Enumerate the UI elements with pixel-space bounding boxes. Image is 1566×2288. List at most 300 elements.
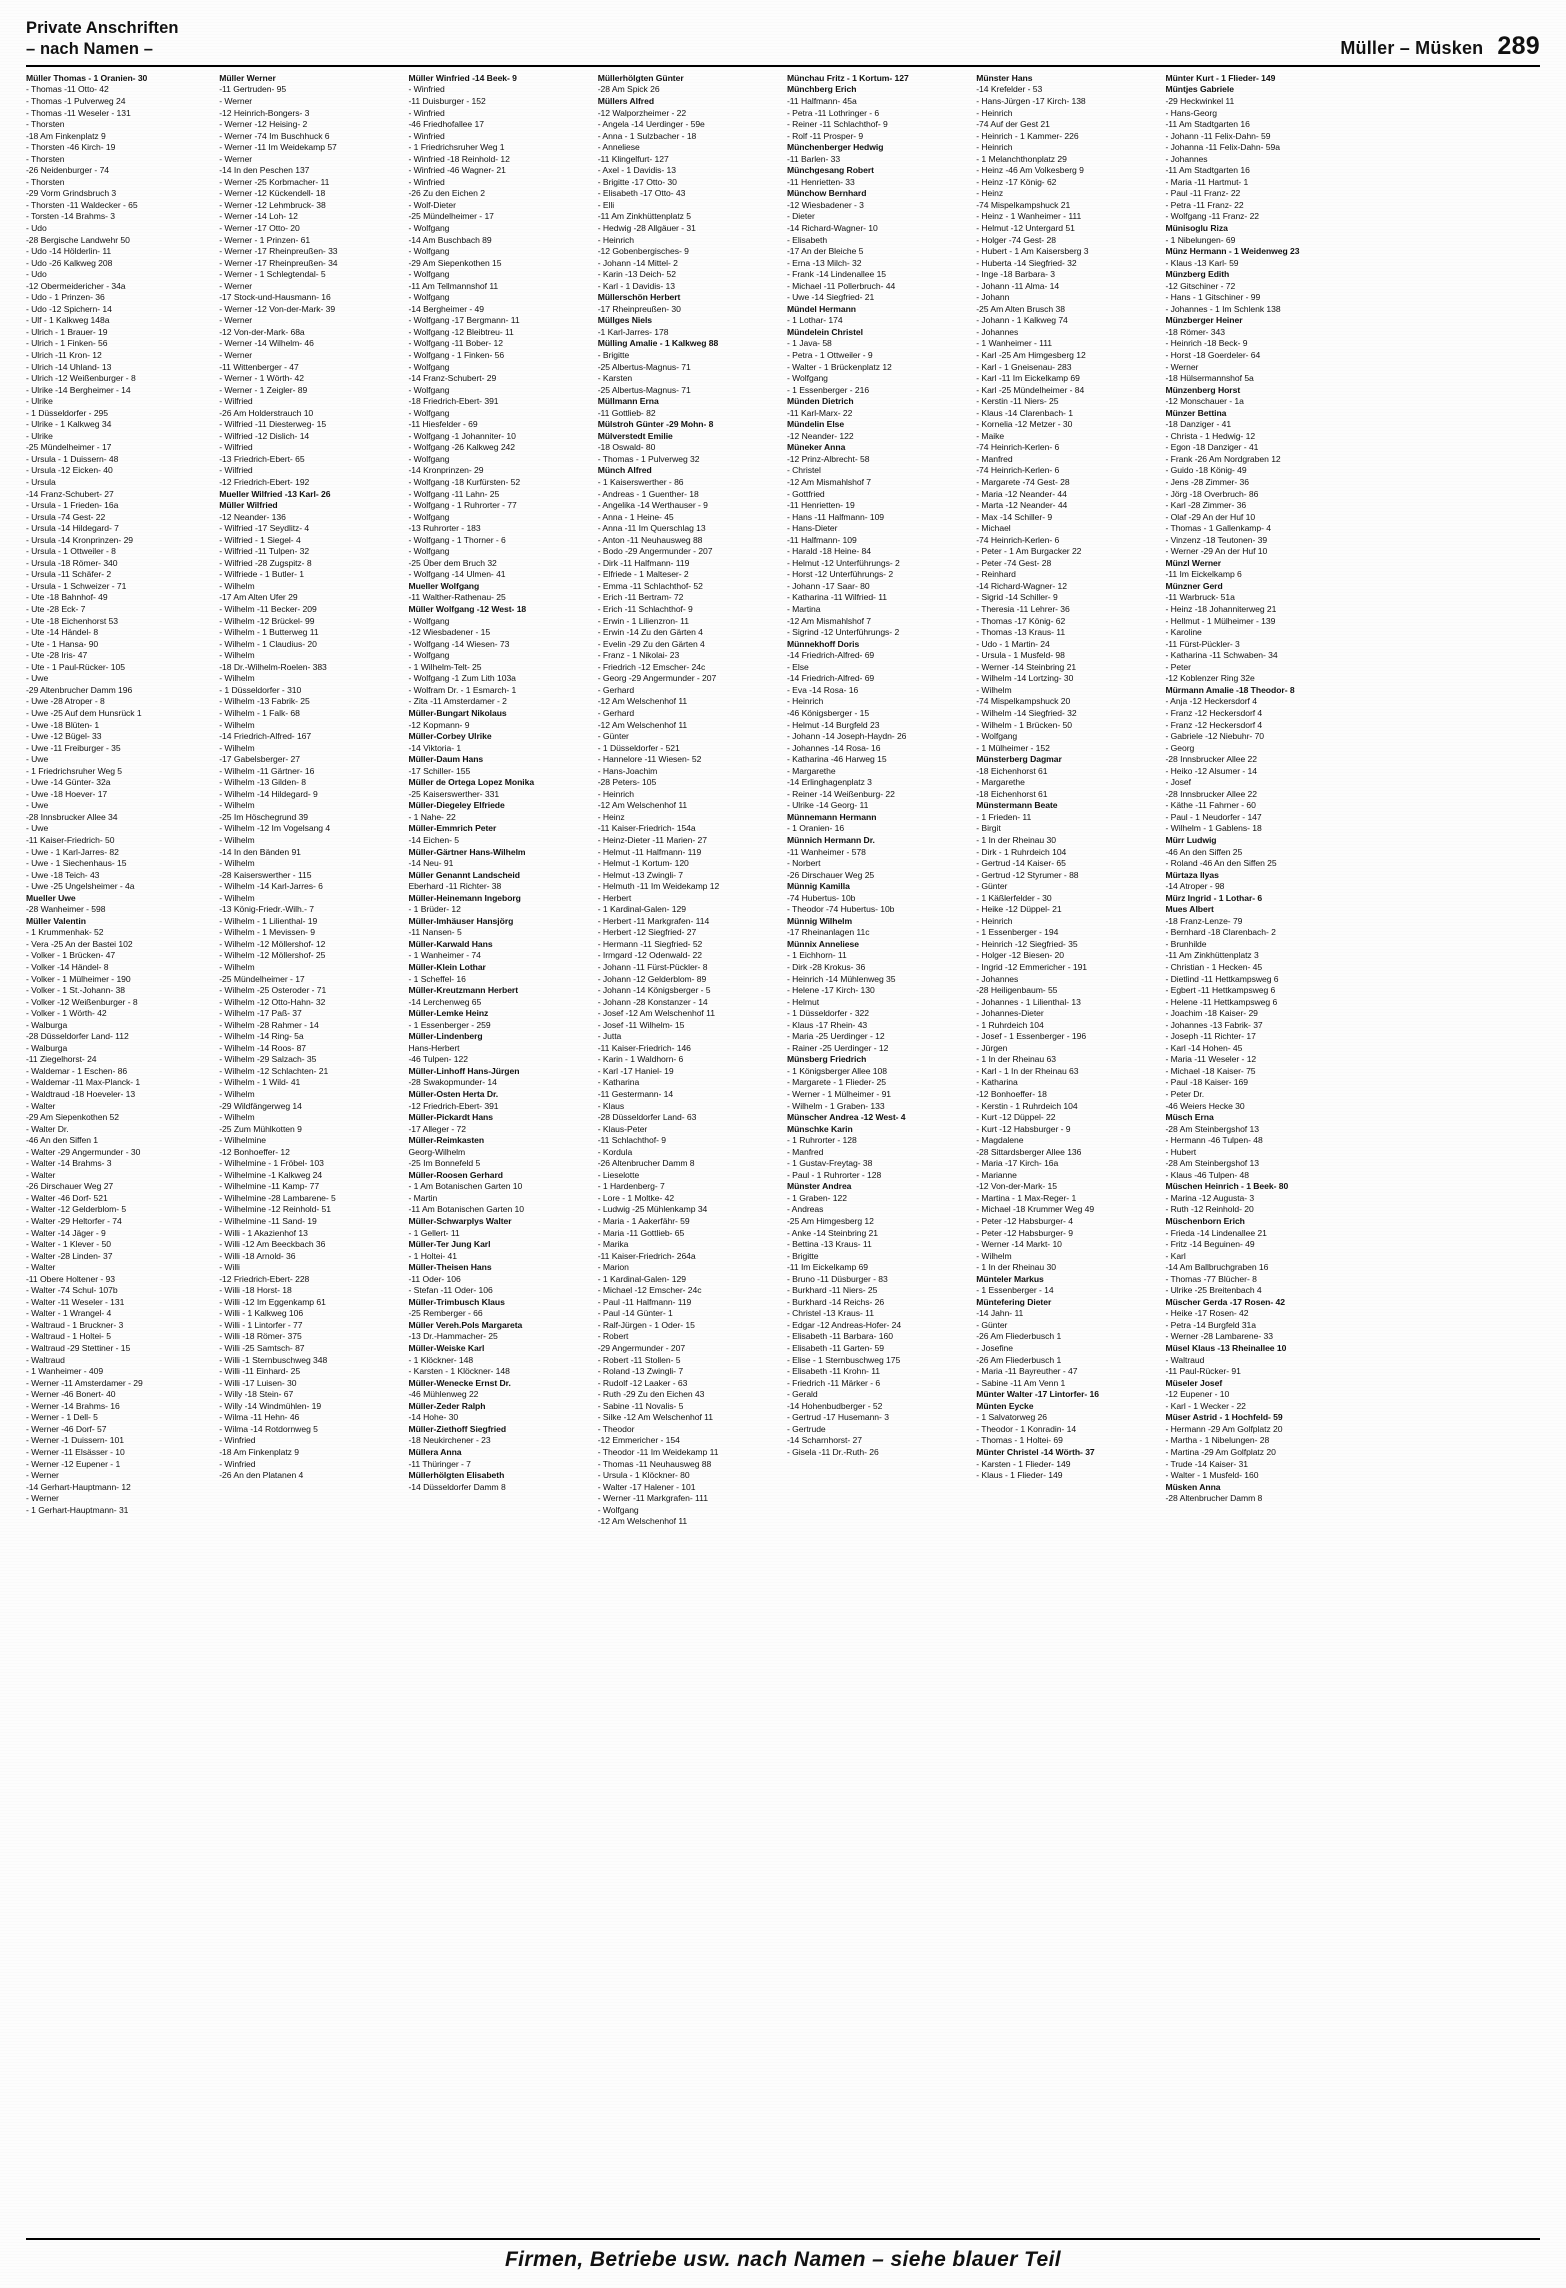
directory-entry-line: - Martina [787, 604, 821, 615]
directory-entry-line: - Helmut -1 Kortum- 120 [597, 858, 689, 869]
directory-entry-line: -46 An den Siffen 1 [26, 1135, 98, 1146]
directory-entry-line: - Winfried [408, 84, 445, 95]
directory-entry-line: - Willi [219, 1262, 240, 1273]
directory-entry-line: - Karsten - 1 Klöckner- 148 [408, 1366, 510, 1377]
directory-entry-line: - Wolfgang - 1 Thorner - 6 [408, 534, 506, 545]
directory-entry-name: Münten Eycke [976, 1400, 1034, 1411]
directory-entry-line: - 1 Friedrichsruher Weg 1 [408, 142, 505, 153]
directory-entry-line: -28 Bergische Landwehr 50 [26, 234, 130, 245]
directory-entry-line: -12 Gobenbergisches- 9 [597, 246, 689, 257]
directory-entry-line: - Wilhelmine -28 Lambarene- 5 [219, 1192, 336, 1203]
directory-entry-name: Müller-Diegeley Elfriede [408, 800, 505, 811]
directory-entry-name: Münscher Andrea -12 West- 4 [787, 1112, 906, 1123]
directory-entry-line: - Wilhelm -14 Hildegard- 9 [219, 788, 318, 799]
directory-entry-line: - Thomas -17 König- 62 [976, 615, 1066, 626]
directory-entry-line: - Heinrich [976, 107, 1013, 118]
directory-entry-line: - Wilhelm -25 Osteroder - 71 [219, 985, 327, 996]
directory-entry-line: - Herbert [597, 892, 632, 903]
directory-entry-line: -25 Mündelheimer - 17 [408, 211, 494, 222]
directory-entry-line: - Wilhelm - 1 Mevissen- 9 [219, 927, 315, 938]
directory-entry-line: -46 Königsberger - 15 [787, 707, 870, 718]
directory-entry-line: - Herbert -12 Siegfried- 27 [597, 927, 697, 938]
directory-entry-line: -11 Kaiser-Friedrich- 146 [597, 1042, 691, 1053]
directory-entry-line: - Sigrind -12 Unterführungs- 2 [787, 627, 900, 638]
page-header-right [1340, 32, 1540, 61]
directory-entry-line: - Wilhelm [219, 961, 255, 972]
directory-entry-line: - Werner -28 Lambarene- 33 [1165, 1331, 1273, 1342]
directory-entry-line: - Werner [219, 153, 253, 164]
directory-entry-line: -14 Bergheimer - 49 [408, 303, 484, 314]
directory-entry-line: -29 Wildfängerweg 14 [219, 1100, 302, 1111]
directory-entry-line: - Karl -25 Am Himgesberg 12 [976, 350, 1086, 360]
directory-entry-line: - Brigitte [787, 1250, 819, 1261]
directory-entry-line: -14 Jahn- 11 [976, 1308, 1024, 1319]
directory-entry-line: - Uwe -18 Teich- 43 [26, 869, 100, 880]
directory-entry-line: - Wolfgang [976, 731, 1018, 742]
directory-entry-line: - Werner -14 Brahms- 16 [26, 1400, 120, 1411]
directory-entry-line: - Walter -14 Brahms- 3 [26, 1158, 112, 1169]
directory-entry-line: -28 Swakopmunder- 14 [408, 1077, 497, 1088]
directory-entry-line: -26 Am Fliederbusch 1 [976, 1354, 1062, 1365]
directory-entry-line: -29 Vorm Grindsbruch 3 [26, 188, 117, 199]
directory-entry-line: - Heinrich - 1 Kammer- 226 [976, 130, 1079, 141]
directory-entry-line: - Werner -14 Wilhelm- 46 [219, 338, 314, 349]
directory-entry-line: - Hans - 1 Gitschiner - 99 [1165, 292, 1261, 303]
directory-entry-line: - Wilfried [219, 465, 253, 476]
directory-entry-line: -11 Halfmann- 45a [787, 95, 857, 106]
directory-entry-line: - Heike -17 Rosen- 42 [1165, 1308, 1249, 1319]
directory-entry-line: -11 Ziegelhorst- 24 [26, 1054, 97, 1065]
directory-entry-line: - Kurt -12 Düppel- 22 [976, 1112, 1056, 1123]
directory-entry-name: Müller-Osten Herta Dr. [408, 1089, 499, 1099]
directory-entry-line: - Guido -18 König- 49 [1165, 465, 1247, 476]
directory-entry-name: Münster Hans [976, 72, 1033, 83]
directory-entry-name: Müller-Reimkasten [408, 1135, 485, 1146]
page-header-title-line1: Private Anschriften [26, 19, 179, 37]
directory-entry-line: - Johann -17 Saar- 80 [787, 580, 870, 591]
directory-entry-name: Münzl Werner [1165, 557, 1222, 568]
directory-entry-line: -11 Am Stadtgarten 16 [1165, 119, 1250, 130]
directory-entry-line: - 1 Oranien- 16 [787, 823, 845, 834]
directory-entry-line: -28 Innsbrucker Allee 22 [1165, 788, 1257, 799]
directory-entry-name: Münnig Kamilla [787, 881, 850, 892]
directory-entry-name: Müller-Theisen Hans [408, 1262, 492, 1273]
directory-entry-line: -26 Dirschauer Weg 25 [787, 869, 875, 880]
directory-entry-name: Münnekhoff Doris [787, 638, 860, 649]
directory-entry-line: -25 Im Höschegrund 39 [219, 811, 309, 822]
directory-entry-line: - 1 Salvatorweg 26 [976, 1412, 1048, 1423]
directory-entry-line: - Werner -12 Lehmbruck- 38 [219, 199, 326, 210]
directory-entry-line: -28 Peters- 105 [597, 777, 657, 788]
directory-entry-line: -11 Henrietten- 33 [787, 176, 855, 187]
directory-entry-line: -14 Atroper - 98 [1165, 881, 1225, 892]
directory-entry-line: - Werner - 1 Zeigler- 89 [219, 384, 308, 395]
directory-entry-line: - Wilhelm - 1 Wild- 41 [219, 1077, 301, 1088]
directory-entry-line: - Willy -18 Stein- 67 [219, 1389, 294, 1400]
directory-entry-line: - Kerstin - 1 Ruhrdeich 104 [976, 1100, 1078, 1111]
directory-entry-line: - Ursula - 1 Duissern- 48 [26, 453, 119, 464]
directory-entry-line: -74 Mispelkampshuck 21 [976, 199, 1071, 210]
directory-entry-line: - Willi -12 Am Beeckbach 36 [219, 1239, 326, 1250]
directory-entry-line: -74 Heinrich-Kerlen- 6 [976, 465, 1060, 476]
directory-entry-line: - Peter -74 Gest- 28 [976, 557, 1052, 568]
directory-entry-line: - Wilhelm -29 Salzach- 35 [219, 1054, 317, 1065]
directory-entry-line: - Georg -29 Angermunder - 207 [597, 673, 717, 684]
directory-entry-name: Müscher Gerda -17 Rosen- 42 [1165, 1296, 1285, 1307]
directory-entry-name: Müllerschön Herbert [597, 292, 681, 303]
page-footer: Firmen, Betriebe usw. nach Namen – siehe blauer Teil [26, 2238, 1540, 2272]
directory-entry-line: - 1 Düsseldorfer - 322 [787, 1008, 870, 1019]
directory-entry-line: - Reinhard [976, 569, 1016, 580]
directory-entry-line: - Ulrich -14 Uhland- 13 [26, 361, 112, 372]
directory-entry-line: - Johannes -14 Rosa- 16 [787, 742, 881, 753]
column-7 [1162, 73, 1351, 2203]
directory-entry-line: -12 Friedrich-Ebert- 192 [219, 477, 310, 488]
directory-entry-line: -26 Zu den Eichen 2 [408, 188, 485, 199]
directory-entry-line: - Wolfram Dr. - 1 Esmarch- 1 [408, 684, 517, 695]
directory-entry-line: - Wilma -11 Hehn- 46 [219, 1412, 300, 1423]
directory-entry-line: - Wilhelm -12 Schlachten- 21 [219, 1065, 329, 1076]
directory-entry-line: - Werner -46 Dorf- 57 [26, 1423, 107, 1434]
directory-entry-line: - Bettina -13 Kraus- 11 [787, 1239, 872, 1250]
directory-entry-line: - Wilhelm - 1 Gablens- 18 [1165, 823, 1262, 834]
directory-entry-line: - Wilhelm [219, 580, 255, 591]
directory-entry-line: - Udo -12 Spichern- 14 [26, 303, 112, 314]
directory-entry-line: -11 Nansen- 5 [408, 927, 462, 938]
directory-entry-name: Müller-Linhoff Hans-Jürgen [408, 1065, 520, 1076]
directory-entry-name: Müschenborn Erich [1165, 1216, 1245, 1227]
directory-entry-line: - Elisabeth [787, 234, 828, 245]
directory-entry-line: - Maria -12 Neander- 44 [976, 488, 1067, 499]
directory-entry-line: - Irmgard -12 Odenwald- 22 [597, 950, 703, 961]
directory-entry-line: - Johannes [1165, 153, 1208, 164]
directory-entry-line: - Heinz [976, 188, 1004, 199]
directory-entry-line: - Wilfried -17 Seydlitz- 4 [219, 523, 310, 534]
directory-entry-line: - Birgit [976, 823, 1001, 834]
directory-entry-line: - Wolfgang [408, 511, 450, 522]
directory-entry-line: - 1 Gellert- 11 [408, 1227, 460, 1238]
directory-entry-line: - Sabine -11 Novalis- 5 [597, 1400, 684, 1411]
directory-entry-line: -74 Auf der Gest 21 [976, 119, 1050, 130]
directory-entry-line: - Reiner -11 Schlachthof- 9 [787, 119, 888, 130]
directory-entry-line: - Volker - 1 Brücken- 47 [26, 950, 116, 961]
directory-entry-line: - Ulrike - 1 Kalkweg 34 [26, 419, 112, 430]
directory-entry-line: -12 Eupener - 10 [1165, 1389, 1230, 1400]
directory-entry-line: - Joachim -18 Kaiser- 29 [1165, 1008, 1258, 1019]
directory-entry-line: - Ruth -29 Zu den Eichen 43 [597, 1389, 705, 1400]
directory-entry-line: -46 Tulpen- 122 [408, 1054, 468, 1065]
directory-entry-line: - Winfried -46 Wagner- 21 [408, 165, 506, 176]
directory-entry-line: - Helmut [787, 996, 820, 1007]
directory-entry-line: -12 Wiesbadener - 3 [787, 199, 864, 210]
directory-entry-line: - Günter [976, 881, 1008, 892]
directory-entry-line: - Waldemar - 1 Eschen- 86 [26, 1065, 128, 1076]
directory-entry-name: Münter Kurt - 1 Flieder- 149 [1165, 72, 1276, 83]
directory-entry-line: - Gerhard [597, 684, 635, 695]
directory-entry-line: - Wilhelm -11 Becker- 209 [219, 604, 317, 615]
directory-entry-line: -11 Fürst-Pückler- 3 [1165, 638, 1240, 649]
directory-entry-line: -25 Im Bonnefeld 5 [408, 1158, 481, 1169]
directory-entry-line: -12 Neander- 136 [219, 511, 286, 522]
directory-entry-line: - 1 Frieden- 11 [976, 811, 1032, 822]
column-3 [405, 73, 594, 2203]
directory-entry-line: - Wilfried [219, 396, 253, 407]
directory-entry-line: - Ulrike -25 Breitenbach 4 [1165, 1285, 1262, 1296]
directory-entry-name: Münchberg Erich [787, 84, 857, 95]
directory-entry-line: - Roland -13 Zwingli- 7 [597, 1366, 684, 1377]
directory-entry-line: - 1 Kardinal-Galen- 129 [597, 904, 686, 915]
directory-entry-line: - Helmut -13 Zwingli- 7 [597, 869, 684, 880]
directory-entry-line: - Rudolf -12 Laaker - 63 [597, 1377, 688, 1388]
directory-entry-line: -13 König-Friedr.-Wilh.- 7 [219, 904, 314, 915]
directory-entry-line: - 1 Wanheimer - 409 [26, 1366, 104, 1377]
directory-entry-line: - Karl [1165, 1250, 1186, 1261]
directory-entry-line: - Helmut -11 Halfmann- 119 [597, 846, 702, 857]
directory-entry-line: - Josef [1165, 777, 1191, 788]
directory-entry-line: - Dietlind -11 Hettkampsweg 6 [1165, 973, 1279, 984]
directory-entry-line: - Elisabeth -11 Barbara- 160 [787, 1331, 893, 1342]
directory-entry-line: - Bruno -11 Düsburger - 83 [787, 1273, 888, 1284]
directory-entry-line: - Ute - 1 Hansa- 90 [26, 638, 99, 649]
directory-entry-line: -14 Scharnhorst- 27 [787, 1435, 863, 1446]
directory-entry-line: - Waldemar -11 Max-Planck- 1 [26, 1077, 141, 1088]
directory-entry-line: - Werner -12 Heising- 2 [219, 119, 308, 130]
directory-entry-line: - Margarete -74 Gest- 28 [976, 477, 1070, 488]
directory-entry-line: - Vera -25 An der Bastei 102 [26, 938, 133, 949]
directory-entry-name: Müller-Ziethoff Siegfried [408, 1423, 507, 1434]
directory-columns [26, 73, 1540, 2203]
directory-entry-name: Münden Dietrich [787, 396, 854, 407]
directory-entry-line: - Christian - 1 Hecken- 45 [1165, 961, 1263, 972]
directory-entry-line: -25 Mündelheimer - 17 [26, 442, 112, 453]
directory-entry-line: -26 Altenbrucher Damm 8 [597, 1158, 695, 1169]
directory-entry-line: -12 Prinz-Albrecht- 58 [787, 453, 870, 464]
directory-entry-line: - Wilhelmine -12 Reinhold- 51 [219, 1204, 332, 1215]
directory-entry-line: - Hannelore -11 Wiesen- 52 [597, 754, 702, 765]
directory-entry-line: -28 Sittardsberger Allee 136 [976, 1146, 1082, 1157]
column-2 [215, 73, 404, 2203]
directory-entry-name: Münzenberg Horst [1165, 384, 1241, 395]
directory-entry-line: - Karsten - 1 Flieder- 149 [976, 1458, 1071, 1469]
directory-entry-line: - Egbert -11 Hettkampsweg 6 [1165, 985, 1276, 996]
directory-entry-line: - Thorsten -11 Waldecker - 65 [26, 199, 138, 210]
directory-entry-line: - Wolfgang [408, 407, 450, 418]
directory-entry-line: - 1 Wanheimer - 74 [408, 950, 481, 961]
directory-entry-line: - Wolf-Dieter [408, 199, 456, 210]
directory-entry-line: - 1 Klöckner- 148 [408, 1354, 474, 1365]
directory-entry-line: - Robert [597, 1331, 629, 1342]
directory-entry-line: - Helmut -14 Burgfeld 23 [787, 719, 880, 730]
directory-entry-line: - Werner -11 Amsterdamer - 29 [26, 1377, 143, 1388]
directory-entry-line: -14 Düsseldorfer Damm 8 [408, 1481, 506, 1492]
directory-entry-line: - Ulrike -14 Bergheimer - 14 [26, 384, 131, 395]
directory-entry-line: - Hans-Georg [1165, 107, 1217, 118]
directory-entry-line: -14 Hohenbudberger - 52 [787, 1400, 883, 1411]
directory-entry-line: - Walter - 1 Brückenplatz 12 [787, 361, 892, 372]
directory-entry-line: -25 Remberger - 66 [408, 1308, 483, 1319]
directory-entry-name: Mues Albert [1165, 904, 1214, 915]
directory-entry-line: - Heinz - 1 Wanheimer - 111 [976, 211, 1082, 222]
directory-entry-line: - Rainer -25 Uerdinger - 12 [787, 1042, 889, 1053]
column-4 [594, 73, 783, 2203]
directory-entry-name: Mülverstedt Emilie [597, 430, 673, 441]
directory-entry-line: - Katharina [976, 1077, 1018, 1088]
directory-entry-line: - Johannes [976, 973, 1019, 984]
directory-entry-line: - Peter -12 Habsburger- 4 [976, 1216, 1073, 1227]
directory-entry-line: - Michael -11 Pollerbruch- 44 [787, 280, 896, 291]
directory-entry-line: - Eva -14 Rosa- 16 [787, 684, 859, 695]
directory-entry-line: - Evelin -29 Zu den Gärten 4 [597, 638, 705, 649]
directory-entry-name: Münnig Wilhelm [787, 915, 853, 926]
directory-entry-line: - Johannes-Dieter [976, 1008, 1044, 1019]
directory-entry-line: - Wilhelm - 1 Lilienthal- 19 [219, 915, 318, 926]
column-8 [1351, 73, 1540, 2203]
directory-entry-line: - Uwe [26, 673, 49, 684]
directory-entry-line: - Werner [219, 350, 253, 360]
directory-entry-line: - Helmut -12 Unterführungs- 2 [787, 557, 900, 568]
directory-entry-line: -18 Am Finkenplatz 9 [26, 130, 106, 141]
directory-entry-line: - Hermann -46 Tulpen- 48 [1165, 1135, 1263, 1146]
directory-entry-line: -46 An den Siffen 25 [1165, 846, 1243, 857]
directory-entry-name: Münzberger Heiner [1165, 315, 1243, 326]
directory-entry-line: - 1 Düsseldorfer - 310 [219, 684, 302, 695]
directory-entry-line: - Emma -11 Schlachthof- 52 [597, 580, 703, 591]
directory-entry-line: - Dirk -28 Krokus- 36 [787, 961, 866, 972]
directory-entry-line: - Wilhelm [219, 858, 255, 869]
directory-entry-line: - Ralf-Jürgen - 1 Oder- 15 [597, 1319, 695, 1330]
directory-entry-line: - Udo - 1 Martin- 24 [976, 638, 1050, 649]
directory-entry-line: - Angela -14 Uerdinger - 59e [597, 119, 705, 130]
directory-entry-line: - Gisela -11 Dr.-Ruth- 26 [787, 1446, 879, 1457]
directory-entry-line: - Paul - 1 Neudorfer - 147 [1165, 811, 1262, 822]
directory-entry-line: -14 Am Buschbach 89 [408, 234, 492, 245]
directory-entry-line: - Karl -14 Hohen- 45 [1165, 1042, 1243, 1053]
directory-entry-line: -11 Am Botanischen Garten 10 [408, 1204, 524, 1215]
directory-entry-line: -12 Von-der-Mark- 68a [219, 326, 305, 337]
directory-entry-line: - Udo [26, 269, 47, 280]
directory-entry-line: - Heiko -12 Alsumer - 14 [1165, 765, 1257, 776]
directory-entry-line: - Wilhelm -14 Siegfried- 32 [976, 707, 1077, 718]
directory-entry-line: - Maria -11 Bayreuther - 47 [976, 1366, 1078, 1377]
directory-entry-line: -14 Richard-Wagner- 12 [976, 580, 1068, 591]
directory-entry-line: - Karoline [1165, 627, 1202, 638]
directory-entry-line: - Paul -11 Franz- 22 [1165, 188, 1241, 199]
directory-entry-name: Müllerhölgten Elisabeth [408, 1470, 505, 1481]
directory-entry-line: - 1 Wilhelm-Telt- 25 [408, 661, 482, 672]
directory-entry-name: Müller-Zeder Ralph [408, 1400, 486, 1411]
directory-entry-line: - Ute -28 Eck- 7 [26, 604, 86, 615]
page-name-range: Müller – Müsken [1340, 37, 1484, 58]
directory-entry-line: - Uwe -25 Auf dem Hunsrück 1 [26, 707, 142, 718]
directory-entry-line: - Manfred [787, 1146, 824, 1157]
directory-entry-line: - Winfried [408, 107, 445, 118]
directory-entry-line: - Wilhelmine [219, 1135, 266, 1146]
directory-entry-line: -11 Kaiser-Friedrich- 264a [597, 1250, 696, 1261]
directory-entry-line: - Holger -12 Biesen- 20 [976, 950, 1064, 961]
directory-entry-line: - Werner - 1 Prinzen- 61 [219, 234, 311, 245]
directory-entry-line: - Uwe -14 Günter- 32a [26, 777, 111, 788]
directory-entry-line: - Walter -17 Halener - 101 [597, 1481, 696, 1492]
directory-entry-line: - Martin [408, 1192, 438, 1203]
directory-entry-line: - Werner -12 Kückendell- 18 [219, 188, 326, 199]
directory-entry-line: -12 Am Welschenhof 11 [597, 696, 688, 707]
directory-entry-line: -25 Am Alten Brusch 38 [976, 303, 1065, 314]
directory-entry-line: - Udo - 1 Prinzen- 36 [26, 292, 105, 303]
directory-entry-line: - Werner -25 Korbmacher- 11 [219, 176, 330, 187]
directory-entry-line: - Brunhilde [1165, 938, 1207, 949]
directory-entry-line: - Kordula [597, 1146, 633, 1157]
directory-entry-line: - Ulrike [26, 430, 53, 441]
directory-entry-name: Mürtaza Ilyas [1165, 869, 1219, 880]
directory-entry-line: - Wilhelm -14 Ring- 5a [219, 1031, 304, 1042]
directory-entry-line: - Ursula -14 Kronprinzen- 29 [26, 534, 134, 545]
directory-entry-line: - Josef -12 Am Welschenhof 11 [597, 1008, 715, 1019]
directory-entry-name: Münnix Anneliese [787, 938, 859, 949]
directory-entry-line: - Walburga [26, 1019, 68, 1030]
directory-entry-line: - Ulrich - 1 Brauer- 19 [26, 326, 108, 337]
directory-entry-line: - Wilhelm -12 Im Vogelsang 4 [219, 823, 331, 834]
directory-entry-line: -74 Hubertus- 10b [787, 892, 856, 903]
directory-entry-name: Müller Werner [219, 72, 276, 83]
column-1 [26, 73, 215, 2203]
directory-entry-name: Münchow Bernhard [787, 188, 867, 199]
directory-entry-line: - Johannes - 1 Lilienthal- 13 [976, 996, 1081, 1007]
directory-entry-line: - Wilfried [219, 442, 253, 453]
directory-entry-line: - Elisabeth -11 Krohn- 11 [787, 1366, 881, 1377]
directory-entry-line: - Volker -14 Händel- 8 [26, 961, 109, 972]
directory-entry-line: - Sabine -11 Am Venn 1 [976, 1377, 1066, 1388]
directory-entry-line: - Wilhelmine -11 Sand- 19 [219, 1216, 317, 1227]
directory-entry-line: - Käthe -11 Fahrner - 60 [1165, 800, 1256, 811]
directory-entry-line: -11 Thüringer - 7 [408, 1458, 471, 1469]
directory-entry-line: - Hermann -11 Siegfried- 52 [597, 938, 703, 949]
directory-entry-line: - Karl - 1 Wecker - 22 [1165, 1400, 1246, 1411]
directory-entry-line: - Ulrich - 1 Finken- 56 [26, 338, 108, 349]
directory-entry-name: Müller-Heinemann Ingeborg [408, 892, 521, 903]
directory-entry-name: Müllmann Erna [597, 396, 659, 407]
directory-entry-name: Müller Winfried -14 Beek- 9 [408, 72, 517, 83]
directory-entry-line: - Johann [976, 292, 1010, 303]
directory-entry-line: - Dieter [787, 211, 815, 222]
directory-entry-line: - Willi -1 Sternbuschweg 348 [219, 1354, 328, 1365]
directory-entry-line: - Walter -14 Jäger - 9 [26, 1227, 106, 1238]
directory-entry-line: -18 Oswald- 80 [597, 442, 656, 453]
directory-entry-line: -12 Kopmann- 9 [408, 719, 470, 730]
directory-entry-line: - Ursula - 1 Ottweiler - 8 [26, 546, 116, 557]
directory-entry-name: Münnemann Hermann [787, 811, 877, 822]
directory-entry-line: - Hedwig -28 Allgäuer - 31 [597, 222, 696, 233]
directory-entry-name: Mueller Wilfried -13 Karl- 26 [219, 488, 331, 499]
directory-entry-line: -11 Karl-Marx- 22 [787, 407, 853, 418]
directory-entry-line: -11 Im Eickelkamp 6 [1165, 569, 1242, 580]
directory-entry-line: - Volker -12 Weißenburger - 8 [26, 996, 138, 1007]
directory-entry-line: - Wilhelm -14 Lortzing- 30 [976, 673, 1074, 684]
directory-entry-line: - Peter Dr. [1165, 1089, 1205, 1099]
directory-entry-line: - Brigitte [597, 350, 630, 360]
directory-entry-line: -11 Warbruck- 51a [1165, 592, 1235, 603]
directory-entry-line: -11 Kaiser-Friedrich- 50 [26, 834, 115, 845]
directory-entry-line: - Thomas -11 Neuhausweg 88 [597, 1458, 712, 1469]
directory-entry-line: -12 Friedrich-Ebert- 391 [408, 1100, 499, 1111]
directory-entry-line: -13 Ruhrorter - 183 [408, 523, 481, 534]
directory-entry-line: - Walter -46 Dorf- 521 [26, 1192, 108, 1203]
column-5 [783, 73, 972, 2203]
directory-entry-line: - Thomas -13 Kraus- 11 [976, 627, 1066, 638]
directory-entry-line: - Karl -17 Haniel- 19 [597, 1065, 674, 1076]
directory-entry-line: - Walter - 1 Musfeld- 160 [1165, 1470, 1259, 1481]
directory-entry-line: - Maria - 1 Aakerfähr- 59 [597, 1216, 690, 1227]
directory-entry-line: - Waldtraud -18 Hoeveler- 13 [26, 1089, 136, 1099]
